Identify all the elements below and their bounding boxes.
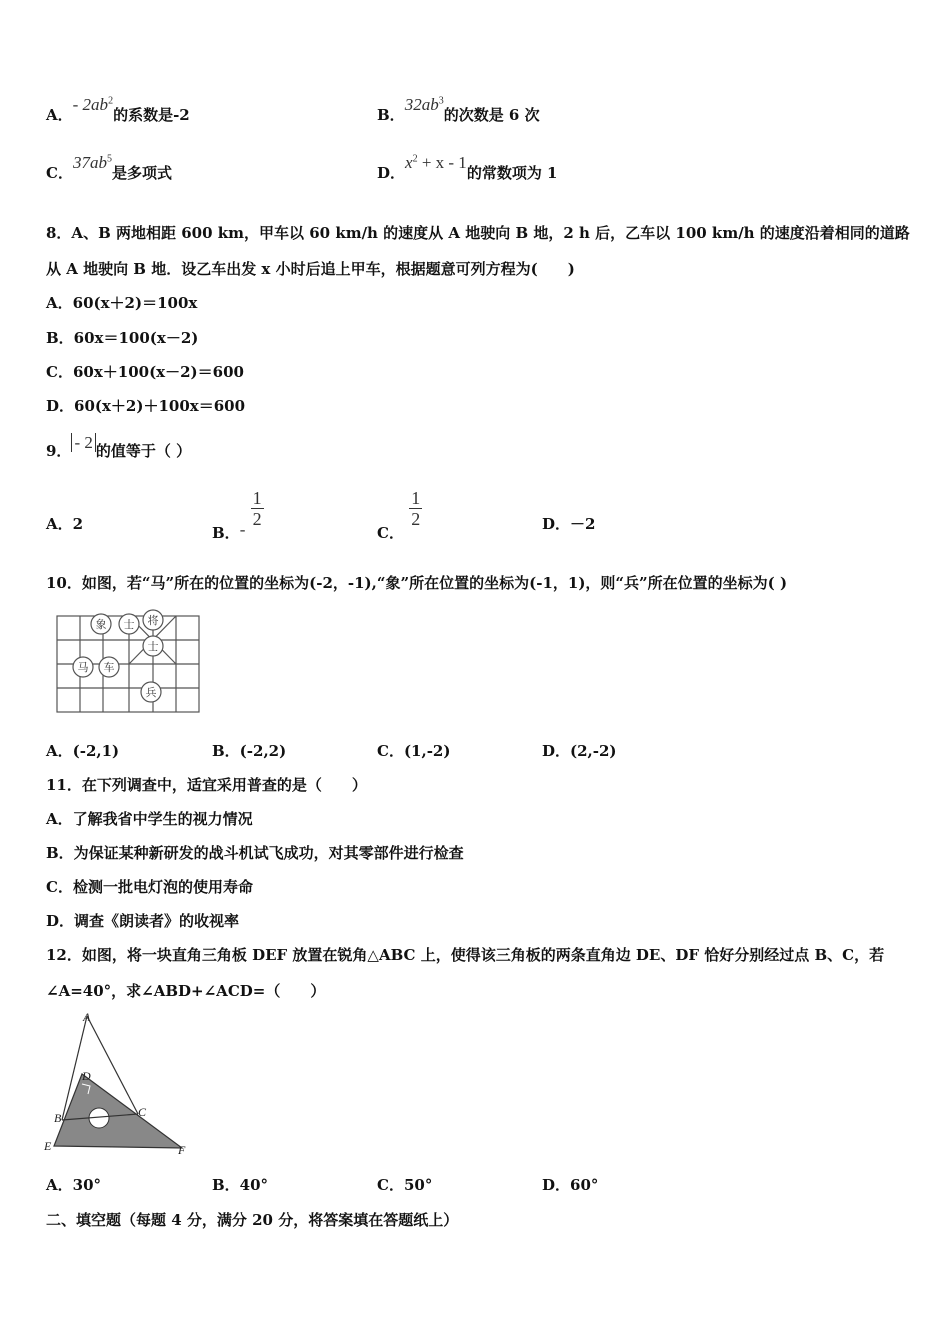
q12-option-b: B．40° [212,1176,269,1194]
q11-option-b: B．为保证某种新研发的战斗机试飞成功，对其零部件进行检查 [46,844,464,862]
piece-shi-1-label: 士 [123,618,135,631]
q10-option-c: C．(1,-2) [377,742,451,760]
q11-option-c: C．检测一批电灯泡的使用寿命 [46,878,253,896]
piece-shi-2-label: 士 [147,640,159,653]
fraction: $\frac{1}{2}$ [411,488,421,529]
piece-ma-label: 马 [77,661,89,674]
q7-option-b: B．$32ab^3$的次数是 6 次 [377,95,540,124]
q12-option-a: A．30° [46,1176,102,1194]
chess-board-figure [55,606,203,716]
vertex-label-e: E [44,1139,52,1153]
q9-option-d: D．－2 [542,515,596,533]
q12-option-d: D．60° [542,1176,599,1194]
piece-xiang-label: 象 [95,618,107,631]
q8-stem-line1: 8．A、B 两地相距 600 km，甲车以 60 km/h 的速度从 A 地驶向 B 地，2 h 后，乙车以 100 km/h 的速度沿着相同的道路 [46,224,910,242]
vertex-label-a: A [83,1010,91,1024]
q8-option-a: A．60(x＋2)＝100x [46,294,198,312]
q7-option-c: C．$37ab^5$是多项式 [46,153,172,182]
vertex-label-f: F [178,1143,186,1157]
triangle-figure [42,1008,194,1160]
q10-stem: 10．如图，若“马”所在的位置的坐标为(-2，-1),“象”所在位置的坐标为(-1，1)，则“兵”所在位置的坐标为( ) [46,574,788,592]
q8-option-c: C．60x＋100(x－2)＝600 [46,363,244,381]
q10-option-a: A．(-2,1) [46,742,120,760]
q8-option-b: B．60x＝100(x－2) [46,329,199,347]
q9-option-a: A．2 [46,515,84,533]
triangle-def [54,1074,182,1148]
q9-option-b: B．- $\frac{1}{2}$ [212,488,262,542]
q8-stem-line2: 从 A 地驶向 B 地．设乙车出发 x 小时后追上甲车，根据题意可列方程为( ) [46,260,575,278]
q11-option-a: A．了解我省中学生的视力情况 [46,810,253,828]
vertex-label-b: B [54,1111,62,1125]
q7-option-a: A．- $2ab^2$的系数是-2 [46,95,190,124]
q9-absolute-value: - 2 [71,433,95,452]
q10-option-b: B．(-2,2) [212,742,287,760]
q9-option-c: C． $\frac{1}{2}$ [377,488,421,542]
piece-bing-label: 兵 [145,686,157,699]
q12-stem-line2: ∠A=40°，求∠ABD+∠ACD=（ ） [46,982,326,1000]
fraction: $\frac{1}{2}$ [252,488,262,529]
q11-stem: 11．在下列调查中，适宜采用普查的是（ ） [46,776,367,794]
q12-option-c: C．50° [377,1176,433,1194]
q8-option-d: D．60(x＋2)＋100x＝600 [46,397,246,415]
section-2-heading: 二、填空题（每题 4 分，满分 20 分，将答案填在答题纸上） [46,1211,459,1229]
piece-che-label: 车 [103,661,115,674]
q11-option-d: D．调查《朗读者》的收视率 [46,912,240,930]
vertex-label-d: D [82,1069,91,1083]
vertex-label-c: C [138,1105,147,1119]
q12-stem-line1: 12．如图，将一块直角三角板 DEF 放置在锐角△ABC 上，使得该三角板的两条直角边 DE、DF 恰好分别经过点 B、C，若 [46,946,885,964]
q9-stem: 9． - 2 的值等于（ ） [46,433,192,460]
q10-option-d: D．(2,-2) [542,742,617,760]
piece-jiang-label: 将 [147,614,159,627]
q7-option-d: D．$x^2 + x - 1$的常数项为 1 [377,153,558,182]
